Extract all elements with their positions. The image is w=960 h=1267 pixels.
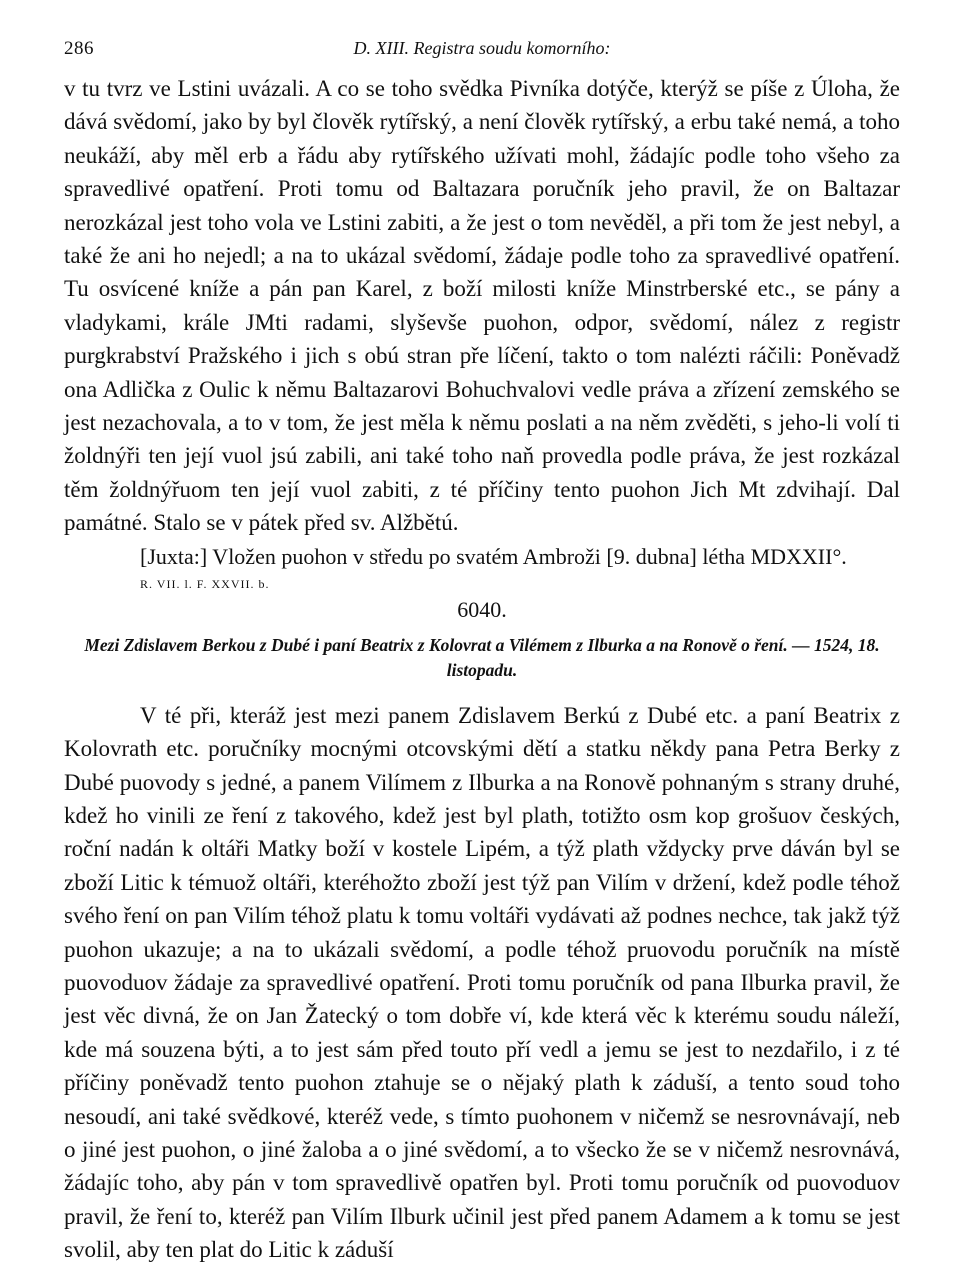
document-number: 6040. bbox=[457, 596, 507, 622]
page-header bbox=[64, 38, 900, 72]
paragraph-main: V té při, kteráž jest mezi panem Zdislavem Berkú z Dubé etc. a paní Beatrix z Kolovrath etc. poručníky mocnými otcovskými dětí a statku někdy pana Petra Berky z Dubé puovody s jedné, a panem Vilímem z Ilburka a na Ronově pohnaným s strany druhé, kdež ho vinili ze ření z takového, kdež jest byl plath, totižto osm kop grošuov českých, roční nadán k oltáři Matky boží v kostele Lipém, a týž plath vždycky prve dáván byl se zboží Litic k témuož oltáři, kteréhožto zboží jest týž pan Vilím v držení, kdež podle téhož svého ření on pan Vilím téhož platu k tomu voltáři vydávati až podnes nechce, tak jakž týž puohon ukazuje; a na to ukázali svědomí, a podle téhož pruovodu poručník na místě puovoduov žádaje za spravedlivé opatření. Proti tomu poručník od pana Ilburka pravil, že jest věc divná, že on Jan Žatecký o tom dobře ví, kde která věc k kterému soudu náleží, kde má souzena býti, a to jest sám před touto pří vedl a jemu se jest to nezdařilo, i z té příčiny poněvadž tento puohon ztahuje se o nějaký plath k záduší, a tento soud toho nesoudí, ani také svědkové, kteréž vede, s tímto puohonem v ničemž se nesrovnávají, neb o jiné jest puohon, o jiné žaloba a o jiné svědomí, a to všecko že se v ničemž nesrovnává, žádajíc toho, aby pán v tom spravedlivě opatřen byl. Proti tomu poručník od puovoduov pravil, že ření to, kteréž pan Vilím Ilburk učinil jest před panem Adamem a k tomu se jest svolil, aby ten plat do Litic k záduší bbox=[64, 702, 900, 1263]
paragraph-continued: v tu tvrz ve Lstini uvázali. A co se toho svědka Pivníka dotýče, kterýž se píše z Úloha, že dává svědomí, jako by byl člověk rytířský, a není člověk rytířský, a erbu také nemá, a toho neukáží, aby měl erb a řádu aby rytířského užívati mohl, žádajíc podle toho všeho za spravedlivé opatření. Proti tomu od Baltazara poručník jeho pravil, že on Baltazar nerozkázal jest toho vola ve Lstini zabiti, a že jest o tom nevěděl, a při tom že jest nebyl, a také že ani ho nejedl; a na to ukázal svědomí, žádaje podle toho za spravedlivé opatření. Tu osvícené kníže a pán pan Karel, z boží milosti kníže Minstrberské etc., se pány a vladykami, krále JMti radami, slyševše puohon, odpor, svědomí, nález z registr purgkrabství Pražského i jich s obú stran pře líčení, takto o tom nalézti ráčili: Poněvadž ona Adlička z Oulic k němu Baltazarovi Bohuchvalovi vedle práva a zřízení zemského se jest nezachovala, a to v tom, že jest měla k němu poslati a na něm zvěděti, s jeho-li volí ti žoldnýři ten její vuol jsú zabili, ani také toho naň provedla podle práva, že jest rozkázal těm žoldnýřuom ten její vuol zabiti, z té příčiny tento puohon Jich Mt zdvihají. Dal památné. Stalo se v pátek před sv. Alžbětú. bbox=[64, 76, 900, 536]
document-title: Mezi Zdislavem Berkou z Dubé i paní Beatrix z Kolovrat a Vilémem z Ilburka a na Ronově o ření. — 1524, 18. listopadu. bbox=[84, 634, 880, 680]
running-head: D. XIII. Registra soudu komorního: bbox=[353, 38, 611, 58]
juxta-note: [Juxta:] Vložen puohon v středu po svatém Ambroži [9. dubna] létha MDXXII°. bbox=[140, 543, 847, 569]
document-page bbox=[64, 38, 900, 1267]
page-number: 286 bbox=[64, 38, 94, 59]
archive-signature: R. VII. l. F. XXVII. b. bbox=[140, 576, 270, 591]
